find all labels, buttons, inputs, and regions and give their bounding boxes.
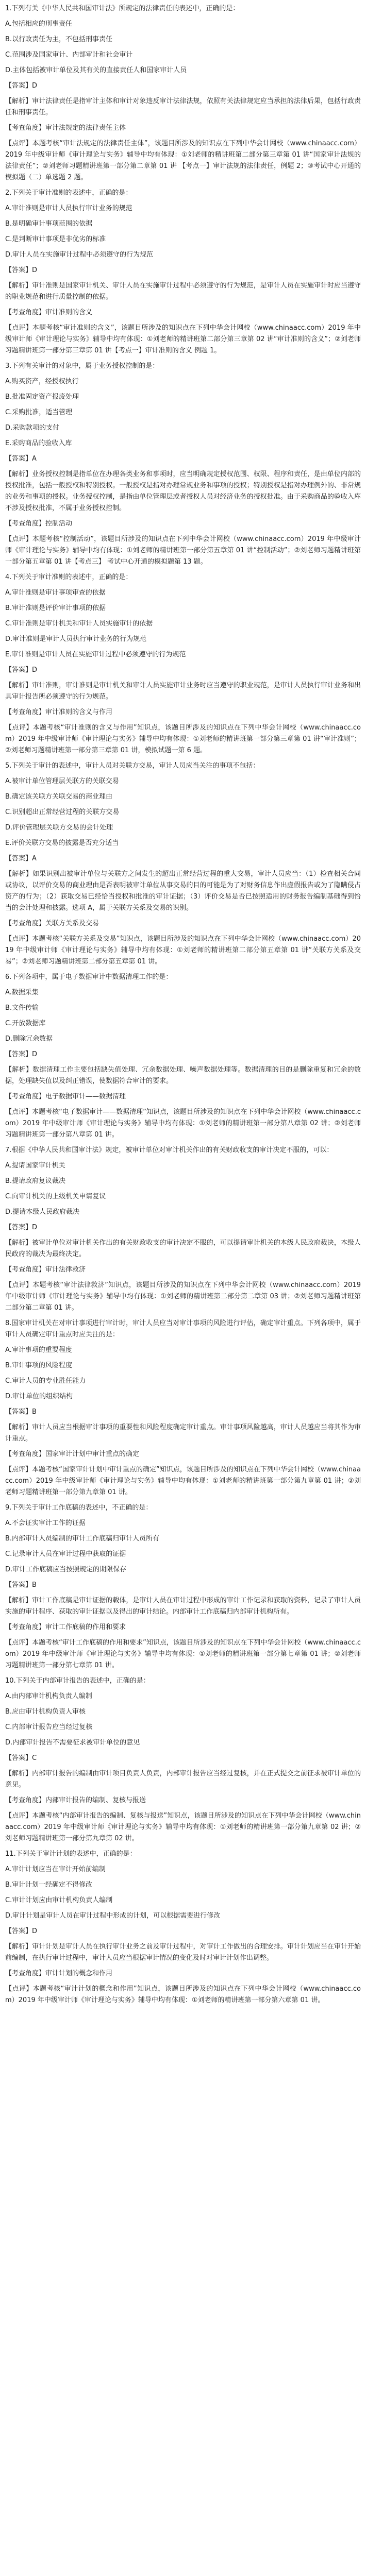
answer-option: D.评价管理层关联方交易的会计处理 xyxy=(5,824,113,832)
question-block xyxy=(5,1502,361,1671)
question-block xyxy=(5,1145,361,1314)
answer-option: A.由内部审计机构负责人编制 xyxy=(5,1692,92,1700)
answer-option: B.以行政责任为主，不包括刑事责任 xyxy=(5,36,113,43)
review-note: 【点评】本题考核“电子数据审计——数据清理”知识点，该题目所涉及的知识点在下列中华会计网校（www.chinaacc.com）2019 年中级审计师《审计理论与实务》辅导中均有体现：①刘老师的精讲班第一部分第八章第 02 讲；②刘老师习题精讲班第一部分第八章第 01 讲。 xyxy=(5,1108,361,1139)
question-text: 6.下列各项中，属于电子数据审计中数据清理工作的是： xyxy=(5,973,173,981)
answer-option: D.审计计划是审计人员在审计过程中形成的计划，可以根据需要进行修改 xyxy=(5,1912,221,1920)
question-text: 1.下列有关《中华人民共和国审计法》所规定的法律责任的表述中，正确的是： xyxy=(5,5,240,12)
answer-option: C.是判断审计事项是非优劣的标准 xyxy=(5,235,106,243)
question-block xyxy=(5,760,361,968)
answer-option: D.审计单位的组织结构 xyxy=(5,1393,73,1400)
explanation: 【解析】数据清理工作主要包括缺失值处理、冗余数据处理、噪声数据处理等。数据清理的目的是删除重复和冗余的数据，处理缺失值以及纠正错误，使数据符合审计的要求。 xyxy=(5,1066,361,1085)
answer-option: A.提请国家审计机关 xyxy=(5,1162,65,1170)
test-angle: 【考查角度】国家审计计划中审计重点的确定 xyxy=(5,1450,140,1458)
explanation: 【解析】如果识别出被审计单位与关联方之间发生的超出正常经营过程的重大交易，审计人员应当：（1）检查相关合同或协议，以评价交易的商业理由是否表明被审计单位从事交易的目的可能是为了对财务信息作出虚假报告或为了隐瞒侵占资产的行为；（2）获取交易已经恰当授权和批准的审计证据；（3）评价交易是否已按照适用的财务报告编制基础得到恰当的会计处理和披露。选项 A，属于关联方关系及交易的识别。 xyxy=(5,870,361,912)
question-block xyxy=(5,361,361,568)
question-text: 8.国家审计机关在对审计事项进行审计时，审计人员应当对审计事项的风险进行评估，确定审计重点。下列各项中，属于审计人员确定审计重点时应关注的是： xyxy=(5,1319,361,1338)
question-text: 9.下列关于审计工作底稿的表述中，不正确的是： xyxy=(5,1504,153,1512)
review-note: 【点评】本题考核“审计准则的含义与作用”知识点，该题目所涉及的知识点在下列中华会计网校（www.chinaacc.com）2019 年中级审计师《审计理论与实务》辅导中均有体现：①刘老师的精讲班第一部分第三章第 01 讲“审计准则”；②刘老师习题精讲班第一部分第三章第 01 讲，模拟试题一第 6 题。 xyxy=(5,724,361,754)
question-block xyxy=(5,572,361,756)
answer-option: B.批准固定资产报废处理 xyxy=(5,393,79,401)
answer-option: C.审计计划应由审计机构负责人编制 xyxy=(5,1896,113,1904)
answer-option: B.审计准则是评价审计事项的依据 xyxy=(5,604,106,612)
review-note: 【点评】本题考核“审计准则的含义”，该题目所涉及的知识点在下列中华会计网校（www.chinaacc.com）2019 年中级审计师《审计理论与实务》辅导中均有体现：①刘老师的精讲班第二部分第三章第 02 讲“审计准则的含义”；②刘老师习题精讲班第一部分第三章第 01 讲【考点一】审计准则的含义 例题 1。 xyxy=(5,324,361,354)
answer-key: 【答案】B xyxy=(5,1581,37,1589)
answer-option: D.提请本级人民政府裁决 xyxy=(5,1208,80,1216)
test-angle: 【考查角度】电子数据审计——数据清理 xyxy=(5,1093,126,1100)
explanation: 【解析】审计人员应当根据审计事项的重要性和风险程度确定审计重点。审计事项风险越高，审计人员越应当将其作为审计重点。 xyxy=(5,1423,361,1443)
answer-option: A.购买资产，经授权执行 xyxy=(5,378,79,385)
answer-option: D.主体包括被审计单位及其有关的直接责任人和国家审计人员 xyxy=(5,66,187,74)
explanation: 【解析】审计工作底稿是审计证据的载体，是审计人员在审计过程中形成的审计工作记录和获取的资料，记录了审计人员实施的审计程序、获取的审计证据以及得出的审计结论。内部审计工作底稿归内部审计机构所有。 xyxy=(5,1597,361,1616)
question-block xyxy=(5,1318,361,1498)
test-angle: 【考查角度】审计工作底稿的作用和要求 xyxy=(5,1623,126,1631)
answer-option: C.审计人员的专业胜任能力 xyxy=(5,1377,86,1385)
review-note: 【点评】本题考核“审计法律救济”知识点，该题目所涉及的知识点在下列中华会计网校（www.chinaacc.com）2019 年中级审计师《审计理论与实务》辅导中均有体现：①刘老师的精讲班第二部分第二章第 03 讲；②刘老师习题精讲班第二部分第二章第 01 讲。 xyxy=(5,1281,361,1312)
answer-key: 【答案】D xyxy=(5,1050,38,1058)
review-note: 【点评】本题考核“审计工作底稿的作用和要求”知识点，该题目所涉及的知识点在下列中华会计网校（www.chinaacc.com）2019 年中级审计师《审计理论与实务》辅导中均有体现：①刘老师的精讲班第一部分第七章第 01 讲；②刘老师习题精讲班第一部分第七章第 01 讲。 xyxy=(5,1639,361,1669)
document xyxy=(5,0,361,2016)
question-text: 11.下列关于审计计划的表述中，正确的是： xyxy=(5,1850,137,1858)
answer-option: A.不会证实审计工作的证据 xyxy=(5,1519,86,1527)
test-angle: 【考查角度】控制活动 xyxy=(5,520,73,528)
answer-option: D.审计工作底稿应当按照规定的期限保存 xyxy=(5,1566,127,1573)
answer-option: E.评价关联方交易的披露是否充分适当 xyxy=(5,839,119,847)
question-block xyxy=(5,1675,361,1844)
answer-option: D.采购款项的支付 xyxy=(5,424,60,432)
explanation: 【解析】审计法律责任是指审计主体和审计对象违反审计法律法规，依照有关法律规定应当承担的法律后果，包括行政责任和刑事责任。 xyxy=(5,97,361,116)
explanation: 【解析】审计准则是国家审计机关、审计人员在实施审计过程中必须遵守的行为规范，是审计人员在实施审计时应当遵守的职业规范和进行质量控制的依据。 xyxy=(5,282,361,301)
answer-key: 【答案】D xyxy=(5,666,38,674)
question-block xyxy=(5,3,361,183)
answer-option: B.内部审计人员编制的审计工作底稿归审计人员所有 xyxy=(5,1535,160,1543)
question-text: 5.下列关于审计的表述中，审计人员对关联方交易，审计人员应当关注的事项不包括： xyxy=(5,762,260,770)
test-angle: 【考查角度】内部审计报告的编制、复核与报送 xyxy=(5,1797,146,1804)
answer-option: C.记录审计人员在审计过程中获取的证据 xyxy=(5,1550,126,1558)
explanation: 【解析】审计计划是审计人员在执行审计业务之前及审计过程中，对审计工作做出的合理安排。审计计划应当在审计开始前编制，在执行审计过程中，审计人员应当根据审计情况的变化及时对审计计划作出调整。 xyxy=(5,1943,361,1962)
answer-option: C.采购批准，适当管理 xyxy=(5,409,73,416)
answer-option: C.审计准则是审计机关和审计人员实施审计的依据 xyxy=(5,620,153,628)
review-note: 【点评】本题考核“审计计划的概念和作用”知识点，该题目所涉及的知识点在下列中华会计网校（www.chinaacc.com）2019 年中级审计师《审计理论与实务》辅导中均有体现：①刘老师的精讲班第一部分第六章第 01 讲。 xyxy=(5,1985,361,2004)
answer-key: 【答案】D xyxy=(5,1224,38,1231)
question-text: 2.下列关于审计准则的表述中，正确的是： xyxy=(5,189,132,197)
answer-option: E.审计准则是审计人员在实施审计过程中必须遵守的行为规范 xyxy=(5,651,186,658)
answer-option: A.被审计单位管理层关联方的关联交易 xyxy=(5,777,119,785)
answer-option: D.删除冗余数据 xyxy=(5,1035,53,1043)
answer-key: 【答案】A xyxy=(5,855,37,862)
answer-option: D.内部审计报告不需要征求被审计单位的意见 xyxy=(5,1739,140,1747)
answer-option: A.审计准则是审计人员执行审计业务的规范 xyxy=(5,205,132,212)
answer-key: 【答案】B xyxy=(5,1408,37,1416)
answer-option: C.识别超出正常经营过程的关联方交易 xyxy=(5,808,120,816)
answer-option: E.采购商品的验收入库 xyxy=(5,439,72,447)
review-note: 【点评】本题考核“控制活动”，该题目所涉及的知识点在下列中华会计网校（www.chinaacc.com）2019 年中级审计师《审计理论与实务》辅导中均有体现：①刘老师的精讲班第一部分第五章第 01 讲“控制活动”；②刘老师习题精讲班第一部分第五章第 01 讲【考点三】 考试中心开通的模拟题第 13 题。 xyxy=(5,535,361,566)
question-text: 10.下列关于内部审计报告的表述中，正确的是： xyxy=(5,1677,150,1685)
test-angle: 【考查角度】审计法规定的法律责任主体 xyxy=(5,124,126,132)
question-block xyxy=(5,188,361,357)
answer-option: B.审计计划一经确定不得修改 xyxy=(5,1881,93,1889)
answer-option: A.数据采集 xyxy=(5,989,39,996)
answer-key: 【答案】A xyxy=(5,455,37,463)
review-note: 【点评】本题考核“关联方关系及交易”知识点，该题目所涉及的知识点在下列中华会计网校（www.chinaacc.com）2019 年中级审计师《审计理论与实务》辅导中均有体现：①刘老师的精讲班第二部分第五章第 01 讲“关联方关系及交易”；②刘老师习题精讲班第二部分第五章第 01 讲。 xyxy=(5,935,361,965)
answer-option: B.文件传输 xyxy=(5,1004,39,1012)
answer-option: B.是明确审计事项范围的依据 xyxy=(5,220,93,228)
question-text: 7.根据《中华人民共和国审计法》规定，被审计单位对审计机关作出的有关财政收支的审计决定不服的，可以： xyxy=(5,1146,334,1154)
answer-option: C.内部审计报告应当经过复核 xyxy=(5,1723,93,1731)
question-block xyxy=(5,1849,361,2006)
explanation: 【解析】业务授权控制是指单位在办理各类业务和事项时，应当明确规定授权范围、权限、程序和责任，是由单位内部的授权批准，包括一般授权和特别授权。一般授权是指对办理常规业务和事项的授权；特别授权是指对办理例外的、非常规的业务和事项的授权。业务授权控制，是指由单位管理层或者授权人员对经济业务的授权批准。由于采购商品的验收入库不涉及授权批准，不属于业务授权控制。 xyxy=(5,470,361,512)
explanation: 【解析】被审计单位对审计机关作出的有关财政收支的审计决定不服的，可以提请审计机关的本级人民政府裁决，本级人民政府的裁决为最终决定。 xyxy=(5,1239,361,1258)
question-text: 4.下列关于审计准则的表述中，正确的是： xyxy=(5,573,132,581)
answer-option: D.审计准则是审计人员执行审计业务的行为规范 xyxy=(5,635,147,643)
answer-option: D.审计人员在实施审计过程中必须遵守的行为规范 xyxy=(5,251,154,259)
answer-option: C.范围涉及国家审计、内部审计和社会审计 xyxy=(5,51,133,59)
question-text: 3.下列有关审计的对象中，属于业务授权控制的是： xyxy=(5,362,159,370)
test-angle: 【考查角度】审计计划的概念和作用 xyxy=(5,1970,113,1977)
review-note: 【点评】本题考核“内部审计报告的编制、复核与报送”知识点，该题目所涉及的知识点在下列中华会计网校（www.chinaacc.com）2019 年中级审计师《审计理论与实务》辅导中均有体现：①刘老师的精讲班第一部分第九章第 02 讲；②刘老师习题精讲班第一部分第九章第 02 讲。 xyxy=(5,1812,361,1842)
answer-option: A.审计事项的重要程度 xyxy=(5,1346,72,1354)
answer-option: C.开放数据库 xyxy=(5,1020,46,1027)
test-angle: 【考查角度】审计准则的含义与作用 xyxy=(5,708,113,716)
answer-option: A.审计准则是审计事项审查的依据 xyxy=(5,589,106,597)
explanation: 【解析】内部审计报告的编制由审计项目负责人负责，内部审计报告应当经过复核，并在正式提交之前征求被审计单位的意见。 xyxy=(5,1770,361,1789)
explanation: 【解析】审计准则，审计准则是审计机关和审计人员实施审计业务时应当遵守的职业规范，是审计人员执行审计业务和出具审计报告所必须遵守的行为规范。 xyxy=(5,682,361,701)
answer-option: B.审计事项的风险程度 xyxy=(5,1362,73,1369)
answer-option: A.包括相应的刑事责任 xyxy=(5,20,72,28)
answer-option: A.审计计划应当在审计开始前编制 xyxy=(5,1866,106,1873)
question-block xyxy=(5,972,361,1141)
review-note: 【点评】本题考核“审计法规定的法律责任主体”，该题目所涉及的知识点在下列中华会计网校（www.chinaacc.com）2019 年中级审计师《审计理论与实务》辅导中均有体现：①刘老师的精讲班第二部分第三章第 01 讲“国家审计法规的法律责任”；②刘老师习题精讲班第一部分第二章第 01 讲 【考点一】审计法规的法律责任，例题 2；③考试中心开通的模拟题（二）单选题 2 题。 xyxy=(5,140,361,181)
answer-option: B.提请政府复议裁决 xyxy=(5,1177,66,1185)
answer-key: 【答案】D xyxy=(5,82,38,90)
test-angle: 【考查角度】审计法律救济 xyxy=(5,1266,86,1274)
answer-option: C.向审计机关的上级机关申请复议 xyxy=(5,1193,106,1200)
answer-key: 【答案】C xyxy=(5,1754,37,1762)
answer-key: 【答案】D xyxy=(5,1927,38,1935)
answer-option: B.确定该关联方关联交易的商业理由 xyxy=(5,793,113,801)
answer-key: 【答案】D xyxy=(5,266,38,274)
review-note: 【点评】本题考核“国家审计计划中审计重点的确定”知识点，该题目所涉及的知识点在下列中华会计网校（www.chinaacc.com）2019 年中级审计师《审计理论与实务》辅导中均有体现：①刘老师的精讲班第一部分第九章第 01 讲；②刘老师习题精讲班第一部分第九章第 01 讲。 xyxy=(5,1466,361,1496)
answer-option: B.应由审计机构负责人审核 xyxy=(5,1708,86,1716)
test-angle: 【考查角度】关联方关系及交易 xyxy=(5,920,99,927)
test-angle: 【考查角度】审计准则的含义 xyxy=(5,309,93,316)
